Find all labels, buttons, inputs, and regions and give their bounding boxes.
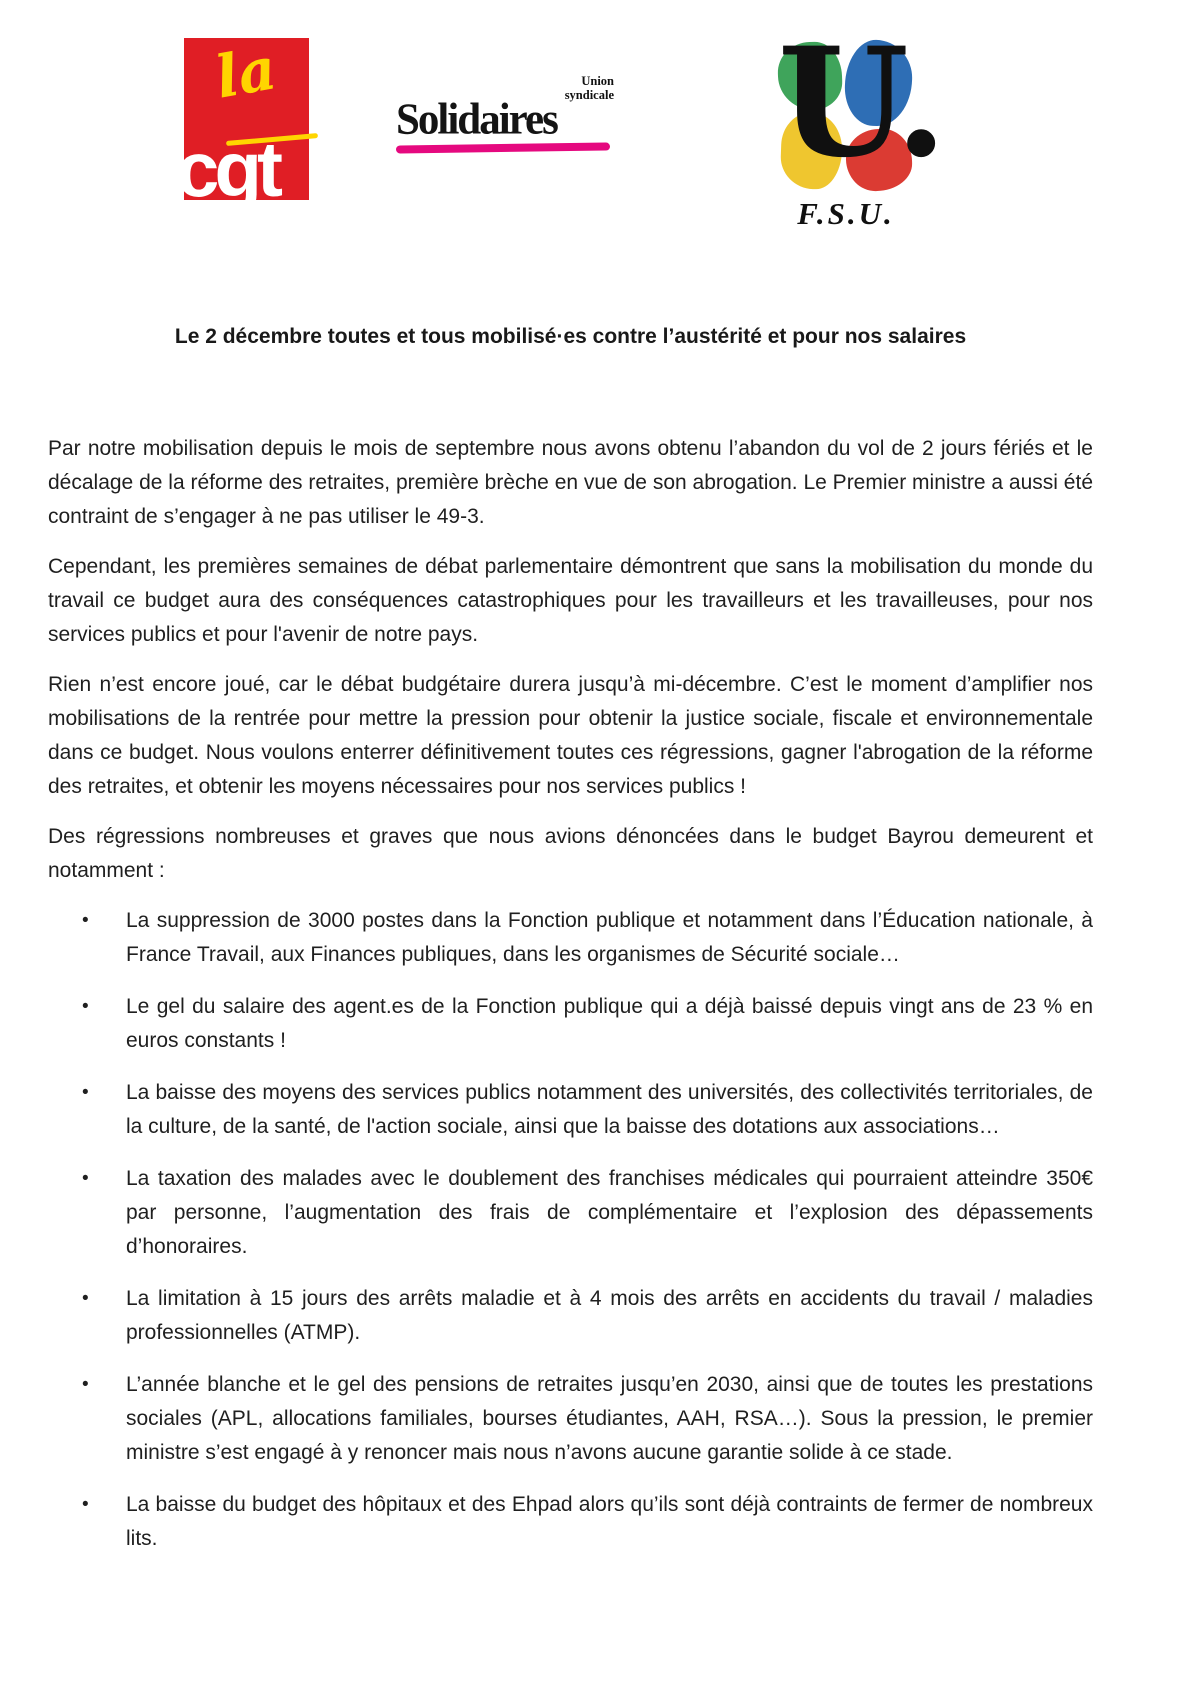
logo-header [0,0,1200,300]
bullet-text: La baisse des moyens des services publics notamment des universités, des collectivités territoriales, de la culture, de la santé, de l'action sociale, ainsi que la baisse des dotations aux associations… [126,1081,1093,1138]
fsu-logo-icon [776,15,948,232]
document-body [0,322,1200,1556]
paragraph-4: Des régressions nombreuses et graves que nous avions dénoncées dans le budget Bayrou demeurent et notamment : [48,825,1093,882]
bullet-marker-icon: • [82,1288,89,1309]
cgt-wordmark: cgt [176,125,278,213]
paragraph-3: Rien n’est encore joué, car le débat budgétaire durera jusqu’à mi-décembre. C’est le moment d’amplifier nos mobilisations de la rentrée pour mettre la pression pour obtenir la justice sociale, fiscale et environnementale dans ce budget. Nous voulons enterrer définitivement toutes ces régressions, gagner l'abrogation de la réforme des retraites, et obtenir les moyens nécessaires pour nos services publics ! [48,673,1093,798]
bullet-text: La taxation des malades avec le doublement des franchises médicales qui pourraient atteindre 350€ par personne, l’augmentation des frais de complémentaire et l’explosion des dépassements d’honoraires. [126,1167,1093,1258]
cgt-la-script: la [210,34,282,112]
union-syndicale-line1: Union [581,74,614,88]
paragraph-1: Par notre mobilisation depuis le mois de septembre nous avons obtenu l’abandon du vol de 2 jours fériés et le décalage de la réforme des retraites, première brèche en vue de son abrogation. Le Premier ministre a aussi été contraint de s’engager à ne pas utiliser le 49-3. [48,437,1093,528]
bullet-item [48,1488,1093,1556]
bullet-text: Le gel du salaire des agent.es de la Fonction publique qui a déjà baissé depuis vingt ans de 23 % en euros constants ! [126,995,1093,1052]
bullet-marker-icon: • [82,1374,89,1395]
bullet-item [48,904,1093,972]
solidaires-pink-underline-icon [396,143,610,154]
paragraph-2: Cependant, les premières semaines de débat parlementaire démontrent que sans la mobilisation du monde du travail ce budget aura des conséquences catastrophiques pour les travailleurs et les travailleuses, pour nos services publics et pour l'avenir de notre pays. [48,555,1093,646]
bullet-marker-icon: • [82,996,89,1017]
union-syndicale-line2: syndicale [564,88,614,103]
bullet-marker-icon: • [82,1082,89,1103]
bullet-marker-icon: • [82,910,89,931]
bullet-marker-icon: • [82,1168,89,1189]
bullet-text: La limitation à 15 jours des arrêts maladie et à 4 mois des arrêts en accidents du travail / maladies professionnelles (ATMP). [126,1287,1093,1344]
cgt-logo-icon [176,34,309,213]
bullet-text: La baisse du budget des hôpitaux et des Ehpad alors qu’ils sont déjà contraints de fermer de nombreux lits. [126,1493,1093,1550]
bullet-item [48,1282,1093,1350]
bullet-item [48,1076,1093,1144]
fsu-wordmark: F.S.U. [797,196,895,231]
solidaires-wordmark: Solidaires [396,95,557,144]
bullet-item [48,1162,1093,1264]
solidaires-logo-icon [396,74,614,152]
document-title: Le 2 décembre toutes et tous mobilisé·es contre l’austérité et pour nos salaires [174,325,967,348]
bullet-item [48,1368,1093,1470]
bullet-text: L’année blanche et le gel des pensions de retraites jusqu’en 2030, ainsi que de toutes les prestations sociales (APL, allocations familiales, bourses étudiantes, AAH, RSA…). Sous la pression, le premier ministre s’est engagé à y renoncer mais nous n’avons aucune garantie solide à ce stade. [126,1373,1093,1464]
fsu-u-monogram: U. [778,15,948,191]
fsu-color-blocks [778,15,948,191]
bullet-marker-icon: • [82,1494,89,1515]
bullet-text: La suppression de 3000 postes dans la Fonction publique et notamment dans l’Éducation nationale, à France Travail, aux Finances publiques, dans les organismes de Sécurité sociale… [126,909,1093,966]
bullet-list [48,904,1093,1556]
bullet-item [48,990,1093,1058]
